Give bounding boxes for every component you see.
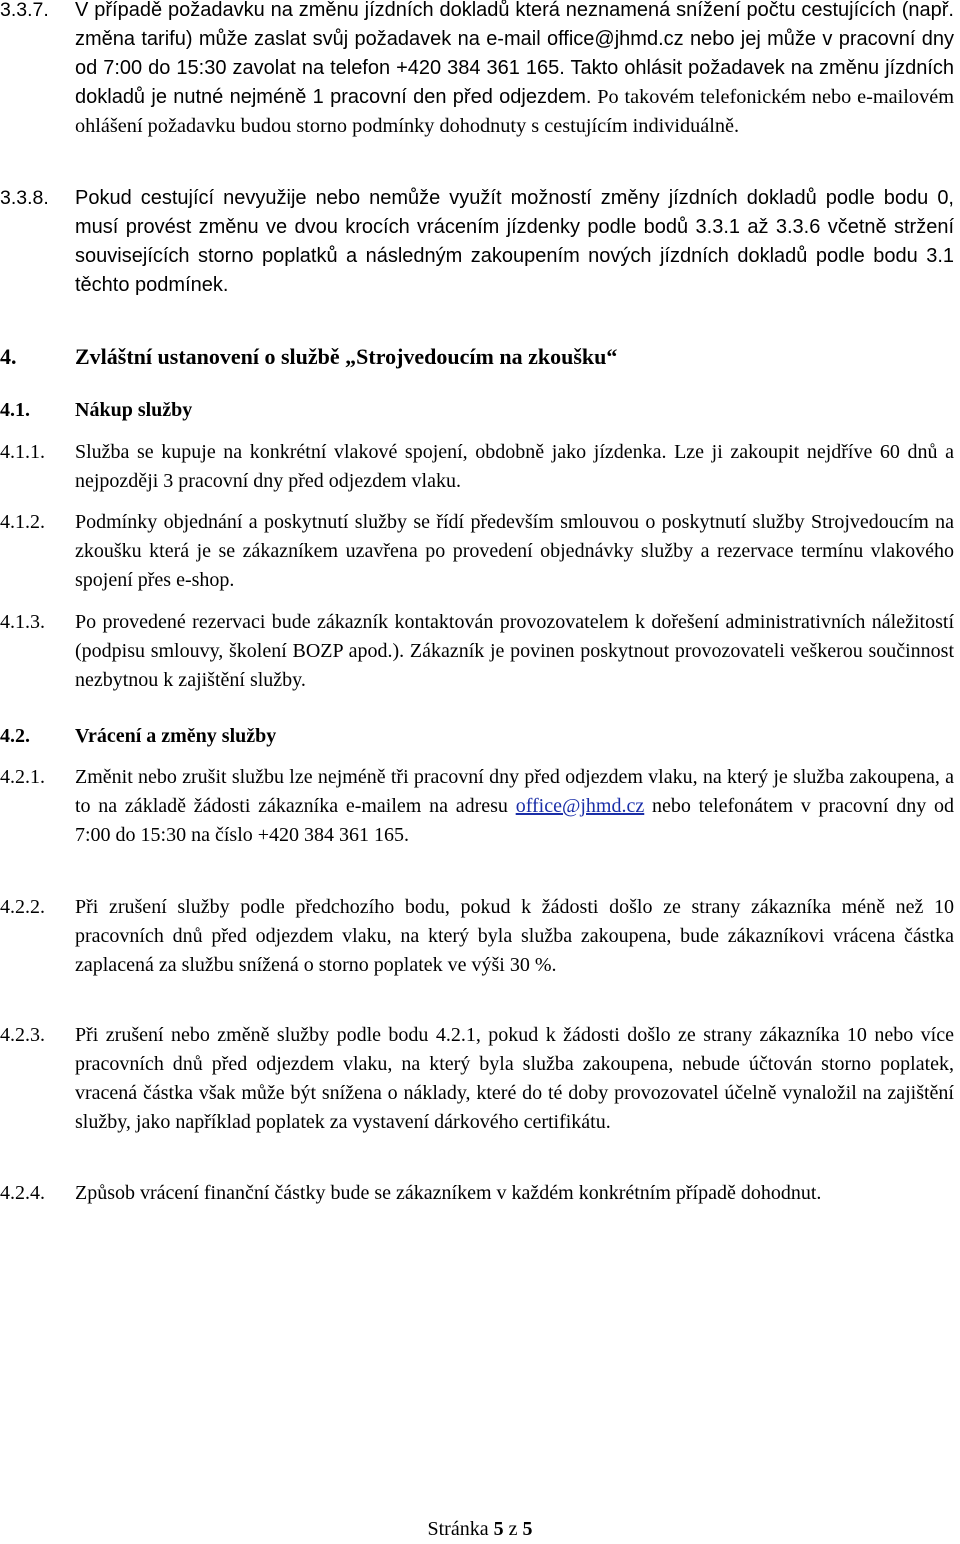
section-number: 3.3.7. xyxy=(0,0,49,21)
section-text-part: nebo telefonátem v pracovní dny od 7:00 do 15:30 na číslo +420 384 361 165. xyxy=(75,795,954,846)
section-text xyxy=(75,0,954,141)
email-link[interactable]: office@jhmd.cz xyxy=(515,795,645,817)
section-text: Služba se kupuje na konkrétní vlakové spojení, obdobně jako jízdenka. Lze ji zakoupit nejdříve 60 dnů a nejpozději 3 pracovní dny před odjezdem vlaku. xyxy=(75,441,954,492)
heading-number: 4. xyxy=(0,344,17,369)
section-text: Při zrušení služby podle předchozího bodu, pokud k žádosti došlo ze strany zákazníka méně než 10 pracovních dnů před odjezdem vlaku, na který byla služba zakoupena, bude zákazníkovi vrácena částka zaplacená za službu snížená o storno poplatek ve výši 30 %. xyxy=(75,896,954,976)
heading-title: Zvláštní ustanovení o službě „Strojvedoucím na zkoušku“ xyxy=(75,344,618,369)
footer-label: Stránka xyxy=(427,1518,489,1540)
section-number: 4.2.2. xyxy=(0,896,45,918)
footer-current-page: 5 xyxy=(493,1518,504,1540)
section-text xyxy=(75,763,954,850)
section-4-2-4 xyxy=(0,1179,960,1208)
heading-title: Nákup služby xyxy=(75,399,193,421)
section-4-2-1 xyxy=(0,763,960,850)
page-footer xyxy=(0,1515,960,1544)
heading-number: 4.2. xyxy=(0,725,30,747)
section-3-3-8 xyxy=(0,184,960,300)
heading-4-2 xyxy=(0,722,960,751)
section-text-part: Změnit nebo zrušit službu lze nejméně tři pracovní dny před odjezdem vlaku, na který je služba zakoupena, a to na základě žádosti zákazníka e-mailem na adresu xyxy=(75,766,954,817)
section-number: 4.2.1. xyxy=(0,766,45,788)
section-4-2-3 xyxy=(0,1021,960,1137)
section-text-part: Pokud cestující nevyužije nebo nemůže využít možností změny jízdních dokladů podle bodu 0, musí provést změnu ve dvou krocích vrácením jízdenky podle bodů 3.3.1 až 3.3.6 včetně stržení souvisejících storno poplatků a následným zakoupením nových jízdních dokladů podle bodu 3.1 těchto podmínek. xyxy=(75,187,954,296)
section-3-3-7 xyxy=(0,0,960,141)
section-text xyxy=(75,184,954,300)
section-number: 4.1.1. xyxy=(0,441,45,463)
footer-separator: z xyxy=(508,1518,518,1540)
heading-title: Vrácení a změny služby xyxy=(75,725,277,747)
section-text: Podmínky objednání a poskytnutí služby se řídí především smlouvou o poskytnutí služby Strojvedoucím na zkoušku která je se zákazníkem uzavřena po provedení objednávky služby a rezervace termínu vlakového spojení přes e-shop. xyxy=(75,511,954,591)
section-number: 3.3.8. xyxy=(0,187,49,209)
footer-total-pages: 5 xyxy=(522,1518,533,1540)
section-text-part: Po takovém telefonickém nebo e-mailovém ohlášení požadavku budou storno podmínky dohodnuty s cestujícím individuálně. xyxy=(75,86,954,137)
section-number: 4.1.3. xyxy=(0,611,45,633)
heading-4 xyxy=(0,342,960,371)
section-number: 4.2.3. xyxy=(0,1024,45,1046)
section-4-1-3 xyxy=(0,608,960,695)
heading-number: 4.1. xyxy=(0,399,30,421)
section-text-part: V případě požadavku na změnu jízdních dokladů která neznamená snížení počtu cestujících (např. změna tarifu) může zaslat svůj požadavek na e-mail office@jhmd.cz nebo jej může v pracovní dny od 7:00 do 15:30 zavolat na telefon +420 384 361 165. Takto ohlásit požadavek na změnu jízdních dokladů je nutné nejméně 1 pracovní den před odjezdem. xyxy=(75,0,954,108)
section-text: Při zrušení nebo změně služby podle bodu 4.2.1, pokud k žádosti došlo ze strany zákazníka 10 nebo více pracovních dnů před odjezdem vlaku, na který byla služba zakoupena, nebude účtován storno poplatek, vracená částka však může být snížena o náklady, které do té doby provozovatel účelně vynaložil na zajištění služby, jako například poplatek za vystavení dárkového certifikátu. xyxy=(75,1024,954,1133)
section-number: 4.1.2. xyxy=(0,511,45,533)
section-number: 4.2.4. xyxy=(0,1182,45,1204)
section-4-1-1 xyxy=(0,438,960,496)
section-text: Po provedené rezervaci bude zákazník kontaktován provozovatelem k dořešení administrativních náležitostí (podpisu smlouvy, školení BOZP apod.). Zákazník je povinen poskytnout provozovateli veškerou součinnost nezbytnou k zajištění služby. xyxy=(75,611,954,691)
section-4-2-2 xyxy=(0,893,960,980)
heading-4-1 xyxy=(0,396,960,425)
section-text: Způsob vrácení finanční částky bude se zákazníkem v každém konkrétním případě dohodnut. xyxy=(75,1182,822,1204)
section-4-1-2 xyxy=(0,508,960,595)
